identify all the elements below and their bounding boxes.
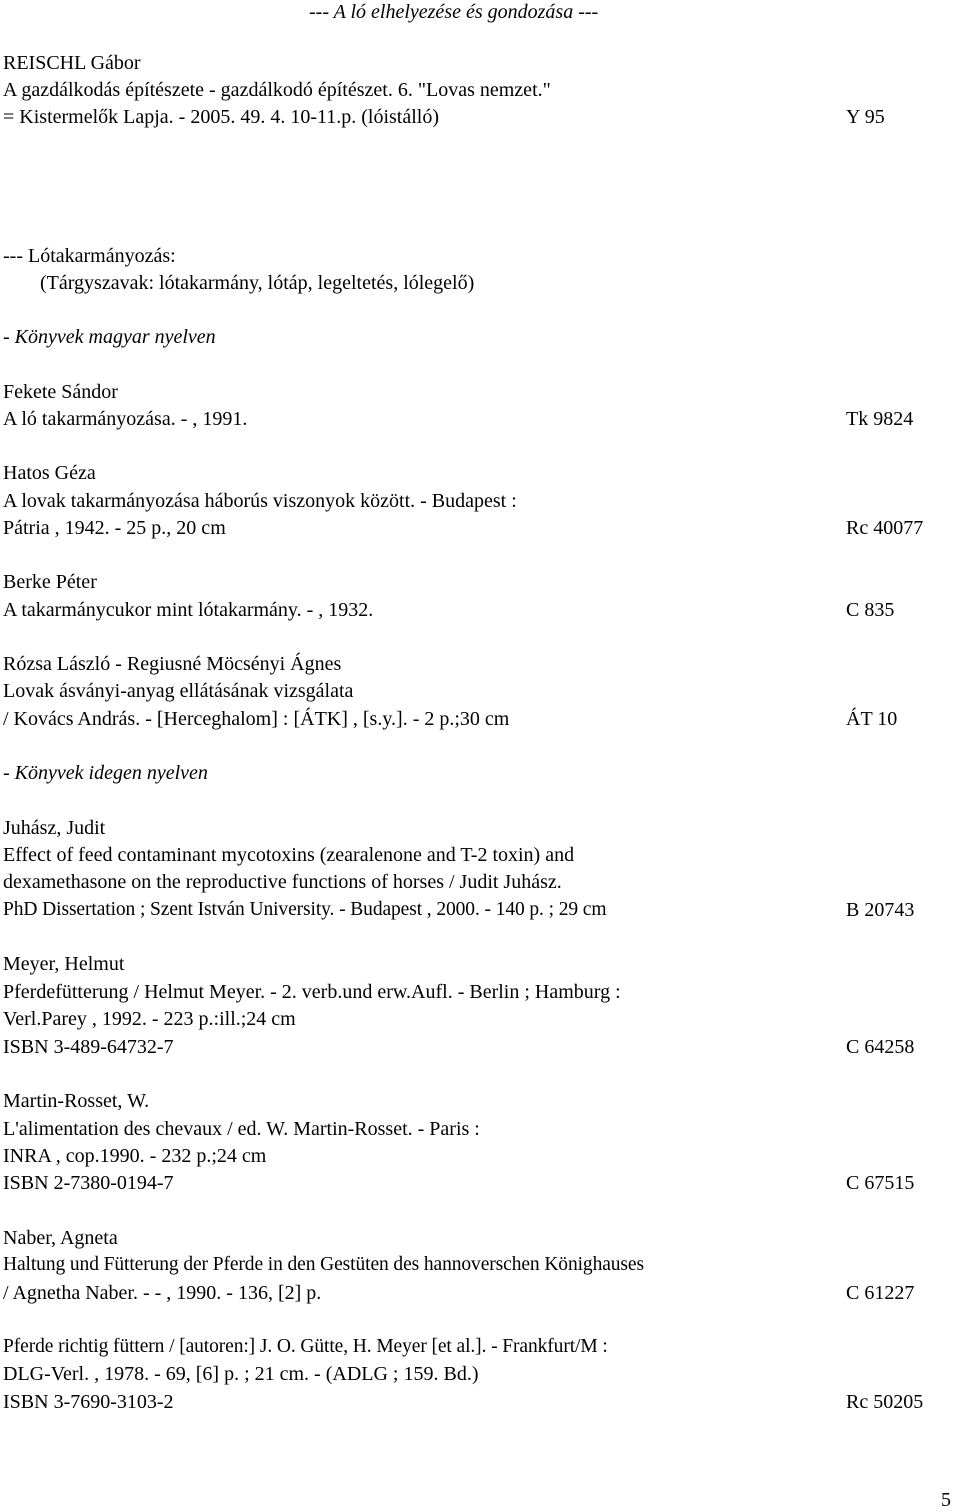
entry-title: A takarmánycukor mint lótakarmány. - , 1932. (3, 599, 374, 621)
entry-author: Meyer, Helmut (3, 953, 125, 975)
entry-isbn: ISBN 3-7690-3103-2 (3, 1391, 174, 1413)
call-number: C 64258 (846, 1036, 915, 1058)
group-heading-foreign: - Könyvek idegen nyelven (3, 762, 208, 784)
entry-title: Haltung und Fütterung der Pferde in den Gestüten des hannoverschen Könighauses (3, 1254, 644, 1275)
call-number: Rc 40077 (846, 517, 924, 539)
entry-title-cont: dexamethasone on the reproductive functions of horses / Judit Juhász. (3, 871, 562, 893)
entry-author: Naber, Agneta (3, 1227, 118, 1249)
entry-title: Lovak ásványi-anyag ellátásának vizsgálata (3, 680, 354, 702)
entry-imprint: / Kovács András. - [Herceghalom] : [ÁTK] , [s.y.]. - 2 p.;30 cm (3, 708, 510, 730)
entry-imprint: PhD Dissertation ; Szent István University. - Budapest , 2000. - 140 p. ; 29 cm (3, 899, 607, 920)
entry-title: A gazdálkodás építészete - gazdálkodó építészet. 6. "Lovas nemzet." (3, 79, 551, 101)
entry-title: A lovak takarmányozása háborús viszonyok között. - Budapest : (3, 490, 517, 512)
entry-imprint: Verl.Parey , 1992. - 223 p.:ill.;24 cm (3, 1008, 296, 1030)
call-number: Rc 50205 (846, 1391, 924, 1413)
entry-title: A ló takarmányozása. - , 1991. (3, 408, 248, 430)
entry-author: Hatos Géza (3, 462, 96, 484)
entry-author: Juhász, Judit (3, 817, 106, 839)
entry-title: Pferde richtig füttern / [autoren:] J. O. Gütte, H. Meyer [et al.]. - Frankfurt/M : (3, 1336, 608, 1357)
entry-title: L'alimentation des chevaux / ed. W. Martin-Rosset. - Paris : (3, 1118, 480, 1140)
group-heading-hungarian: - Könyvek magyar nyelven (3, 326, 216, 348)
call-number: Y 95 (846, 106, 885, 128)
call-number: Tk 9824 (846, 408, 914, 430)
entry-title: Pferdefütterung / Helmut Meyer. - 2. verb.und erw.Aufl. - Berlin ; Hamburg : (3, 981, 621, 1003)
entry-imprint: / Agnetha Naber. - - , 1990. - 136, [2] p. (3, 1282, 322, 1304)
entry-author: Rózsa László - Regiusné Möcsényi Ágnes (3, 653, 342, 675)
entry-imprint: INRA , cop.1990. - 232 p.;24 cm (3, 1145, 267, 1167)
entry-imprint: DLG-Verl. , 1978. - 69, [6] p. ; 21 cm. - (ADLG ; 159. Bd.) (3, 1363, 479, 1385)
call-number: C 67515 (846, 1172, 915, 1194)
entry-author: Fekete Sándor (3, 381, 118, 403)
call-number: C 61227 (846, 1282, 915, 1304)
call-number: B 20743 (846, 899, 915, 921)
entry-author: Berke Péter (3, 571, 97, 593)
entry-isbn: ISBN 2-7380-0194-7 (3, 1172, 174, 1194)
entry-title: Effect of feed contaminant mycotoxins (zearalenone and T-2 toxin) and (3, 844, 575, 866)
entry-author: REISCHL Gábor (3, 52, 141, 74)
entry-isbn: ISBN 3-489-64732-7 (3, 1036, 174, 1058)
subheading-keywords: (Tárgyszavak: lótakarmány, lótáp, legeltetés, lólegelő) (40, 272, 475, 294)
entry-author: Martin-Rosset, W. (3, 1090, 150, 1112)
page-number: 5 (941, 1489, 951, 1511)
subheading-title: --- Lótakarmányozás: (3, 245, 176, 267)
entry-imprint: Pátria , 1942. - 25 p., 20 cm (3, 517, 226, 539)
entry-source: = Kistermelők Lapja. - 2005. 49. 4. 10-11.p. (lóistálló) (3, 106, 440, 128)
call-number: C 835 (846, 599, 895, 621)
call-number: ÁT 10 (846, 708, 898, 730)
section-header: --- A ló elhelyezése és gondozása --- (309, 1, 599, 23)
